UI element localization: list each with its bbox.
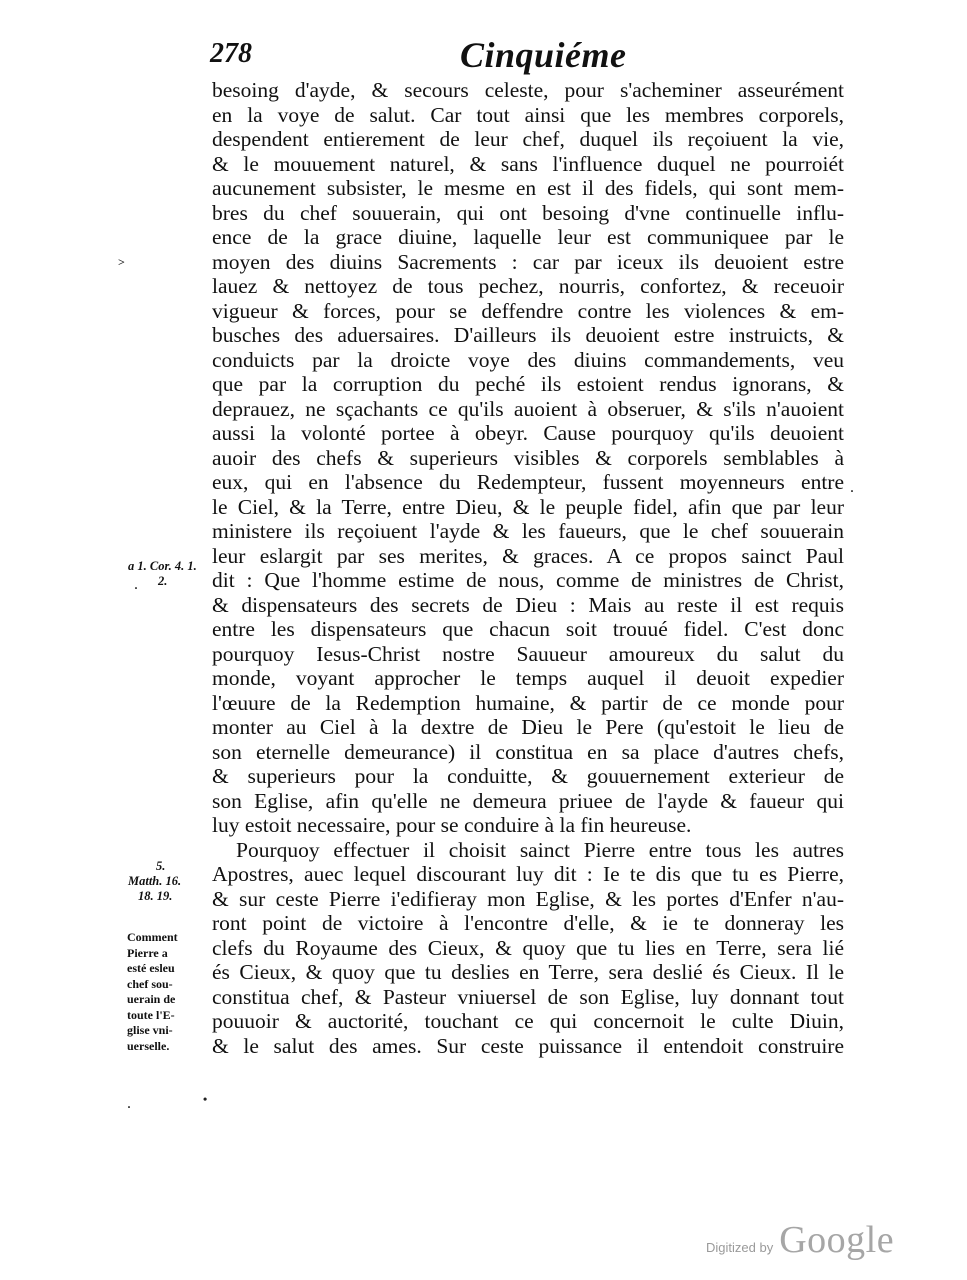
text-line: leur eslargit par ses merites, & graces. A ce propos sainct Paul [212,543,844,568]
text-line: aussi la volonté portee à obeyr. Cause pourquoy qu'ils deuoient [212,421,844,445]
margin-reference-line: a 1. Cor. 4. 1. [128,559,197,573]
margin-gloss-line: Pierre a [127,945,168,960]
text-line: & le mouuement naturel, & sans l'influence duquel ne pourroiét [212,151,844,176]
text-line: & le salut des ames. Sur ceste puissance il entendoit construire [212,1033,844,1058]
text-line: besoing d'ayde, & secours celeste, pour s'acheminer asseurément [212,78,844,102]
margin-gloss-line: toute l'E- [127,1007,175,1022]
text-line: busches des aduersaires. D'ailleurs ils deuoient estre instruicts, & [212,323,844,347]
ink-speck: · [127,1100,132,1114]
body-text [212,78,844,1058]
text-line: Apostres, auec lequel discourant luy dit : Ie te dis que tu es Pierre, [212,862,844,886]
watermark-prefix: Digitized by [706,1240,774,1255]
text-line: auoir des chefs & superieurs visibles & corporels semblables à [212,445,844,470]
text-line: vigueur & forces, pour se deffendre contre les violences & em- [212,298,844,323]
text-line: & superieurs pour la conduitte, & gouuernement exterieur de [212,764,844,788]
text-line: & dispensateurs des secrets de Dieu : Mais au reste il est requis [212,592,844,617]
text-line: bres du chef souuerain, qui ont besoing d'vne continuelle influ- [212,200,844,225]
google-watermark [706,1218,894,1262]
margin-gloss-line: uerselle. [127,1038,170,1053]
ink-speck: · [134,581,139,595]
margin-reference-line: 18. 19. [138,889,173,903]
running-title: Cinquiéme [460,35,627,75]
margin-gloss [127,930,207,1054]
text-line: dit : Que l'homme estime de nous, comme de ministres de Christ, [212,568,844,592]
text-line: pourquoy Iesus-Christ nostre Sauueur amoureux du salut du [212,641,844,666]
text-line: deprauez, ne sçachants ce qu'ils auoient à obseruer, & s'ils n'auoient [212,396,844,421]
ink-speck: · [850,484,855,498]
margin-gloss-line: uerain de [127,992,176,1006]
text-line-paragraph-start: Pourquoy effectuer il choisit sainct Pierre entre tous les autres [236,837,844,862]
margin-reference-matthew [128,859,181,904]
margin-reference-line: 5. [156,859,166,873]
text-line: en la voye de salut. Car tout ainsi que les membres corporels, [212,102,844,127]
text-line: clefs du Royaume des Cieux, & quoy que tu lies en Terre, sera lié [212,935,844,960]
text-line: monde, voyant approcher le temps auquel il deuoit expedier [212,666,844,690]
margin-gloss-line: chef sou- [127,976,173,991]
text-line: le Ciel, & la Terre, entre Dieu, & le peuple fidel, afin que par leur [212,494,844,519]
text-line: entre les dispensateurs que chacun soit trouué fidel. C'est donc [212,617,844,641]
text-line: ence de la grace diuine, laquelle leur est communiquee par le [212,225,844,249]
margin-reference-line: Matth. 16. [128,874,182,888]
margin-reference-corinthians [128,559,197,589]
margin-gloss-line: glise vni- [127,1023,173,1037]
text-line: que par la corruption du peché ils estoient rendus ignorans, & [212,372,844,396]
margin-gloss-line: Comment [127,930,178,944]
text-line: ministere ils reçoiuent l'ayde & les faueurs, que le chef souuerain [212,519,844,543]
text-line: conduicts par la droicte voye des diuins commandements, veu [212,347,844,372]
text-line: son eternelle demeurance) il constitua en sa place d'autres chefs, [212,739,844,764]
text-line: moyen des diuins Sacrements : car par iceux ils deuoient estre [212,249,844,274]
text-line: & sur ceste Pierre i'edifieray mon Eglise, & les portes d'Enfer n'au- [212,886,844,911]
text-line-paragraph-end: luy estoit necessaire, pour se conduire à la fin heureuse. [212,813,692,837]
margin-reference-line: 2. [158,574,168,588]
text-line: despendent entierement de leur chef, duquel ils reçoiuent la vie, [212,127,844,151]
text-line: ront point de victoire à l'encontre d'elle, & ie te donneray les [212,911,844,935]
text-line: monter au Ciel à la dextre de Dieu le Pere (qu'estoit le lieu de [212,715,844,739]
text-line: aucunement subsister, le mesme en est il des fidels, qui sont mem- [212,176,844,200]
text-line: eux, qui en l'absence du Redempteur, fussent moyenneurs entre [212,470,844,494]
google-logo: Google [779,1219,895,1261]
text-line: és Cieux, & quoy que tu deslies en Terre, sera deslié és Cieux. Il le [212,960,844,984]
ink-speck: • [203,1092,208,1106]
text-line: lauez & nettoyez de tous pechez, nourris, confortez, & receuoir [212,274,844,298]
text-line: son Eglise, afin qu'elle ne demeura priuee de l'ayde & faueur qui [212,788,844,813]
running-head [210,28,840,76]
text-line: pouuoir & auctorité, touchant ce qui concernoit le culte Diuin, [212,1009,844,1033]
page-number: 278 [210,38,252,69]
text-line: l'œuure de la Redemption humaine, & partir de ce monde pour [212,690,844,715]
text-line: constitua chef, & Pasteur vniuersel de son Eglise, luy donnant tout [212,984,844,1009]
margin-gloss-line: esté esleu [127,961,175,975]
ink-speck: ˃ [118,255,125,269]
